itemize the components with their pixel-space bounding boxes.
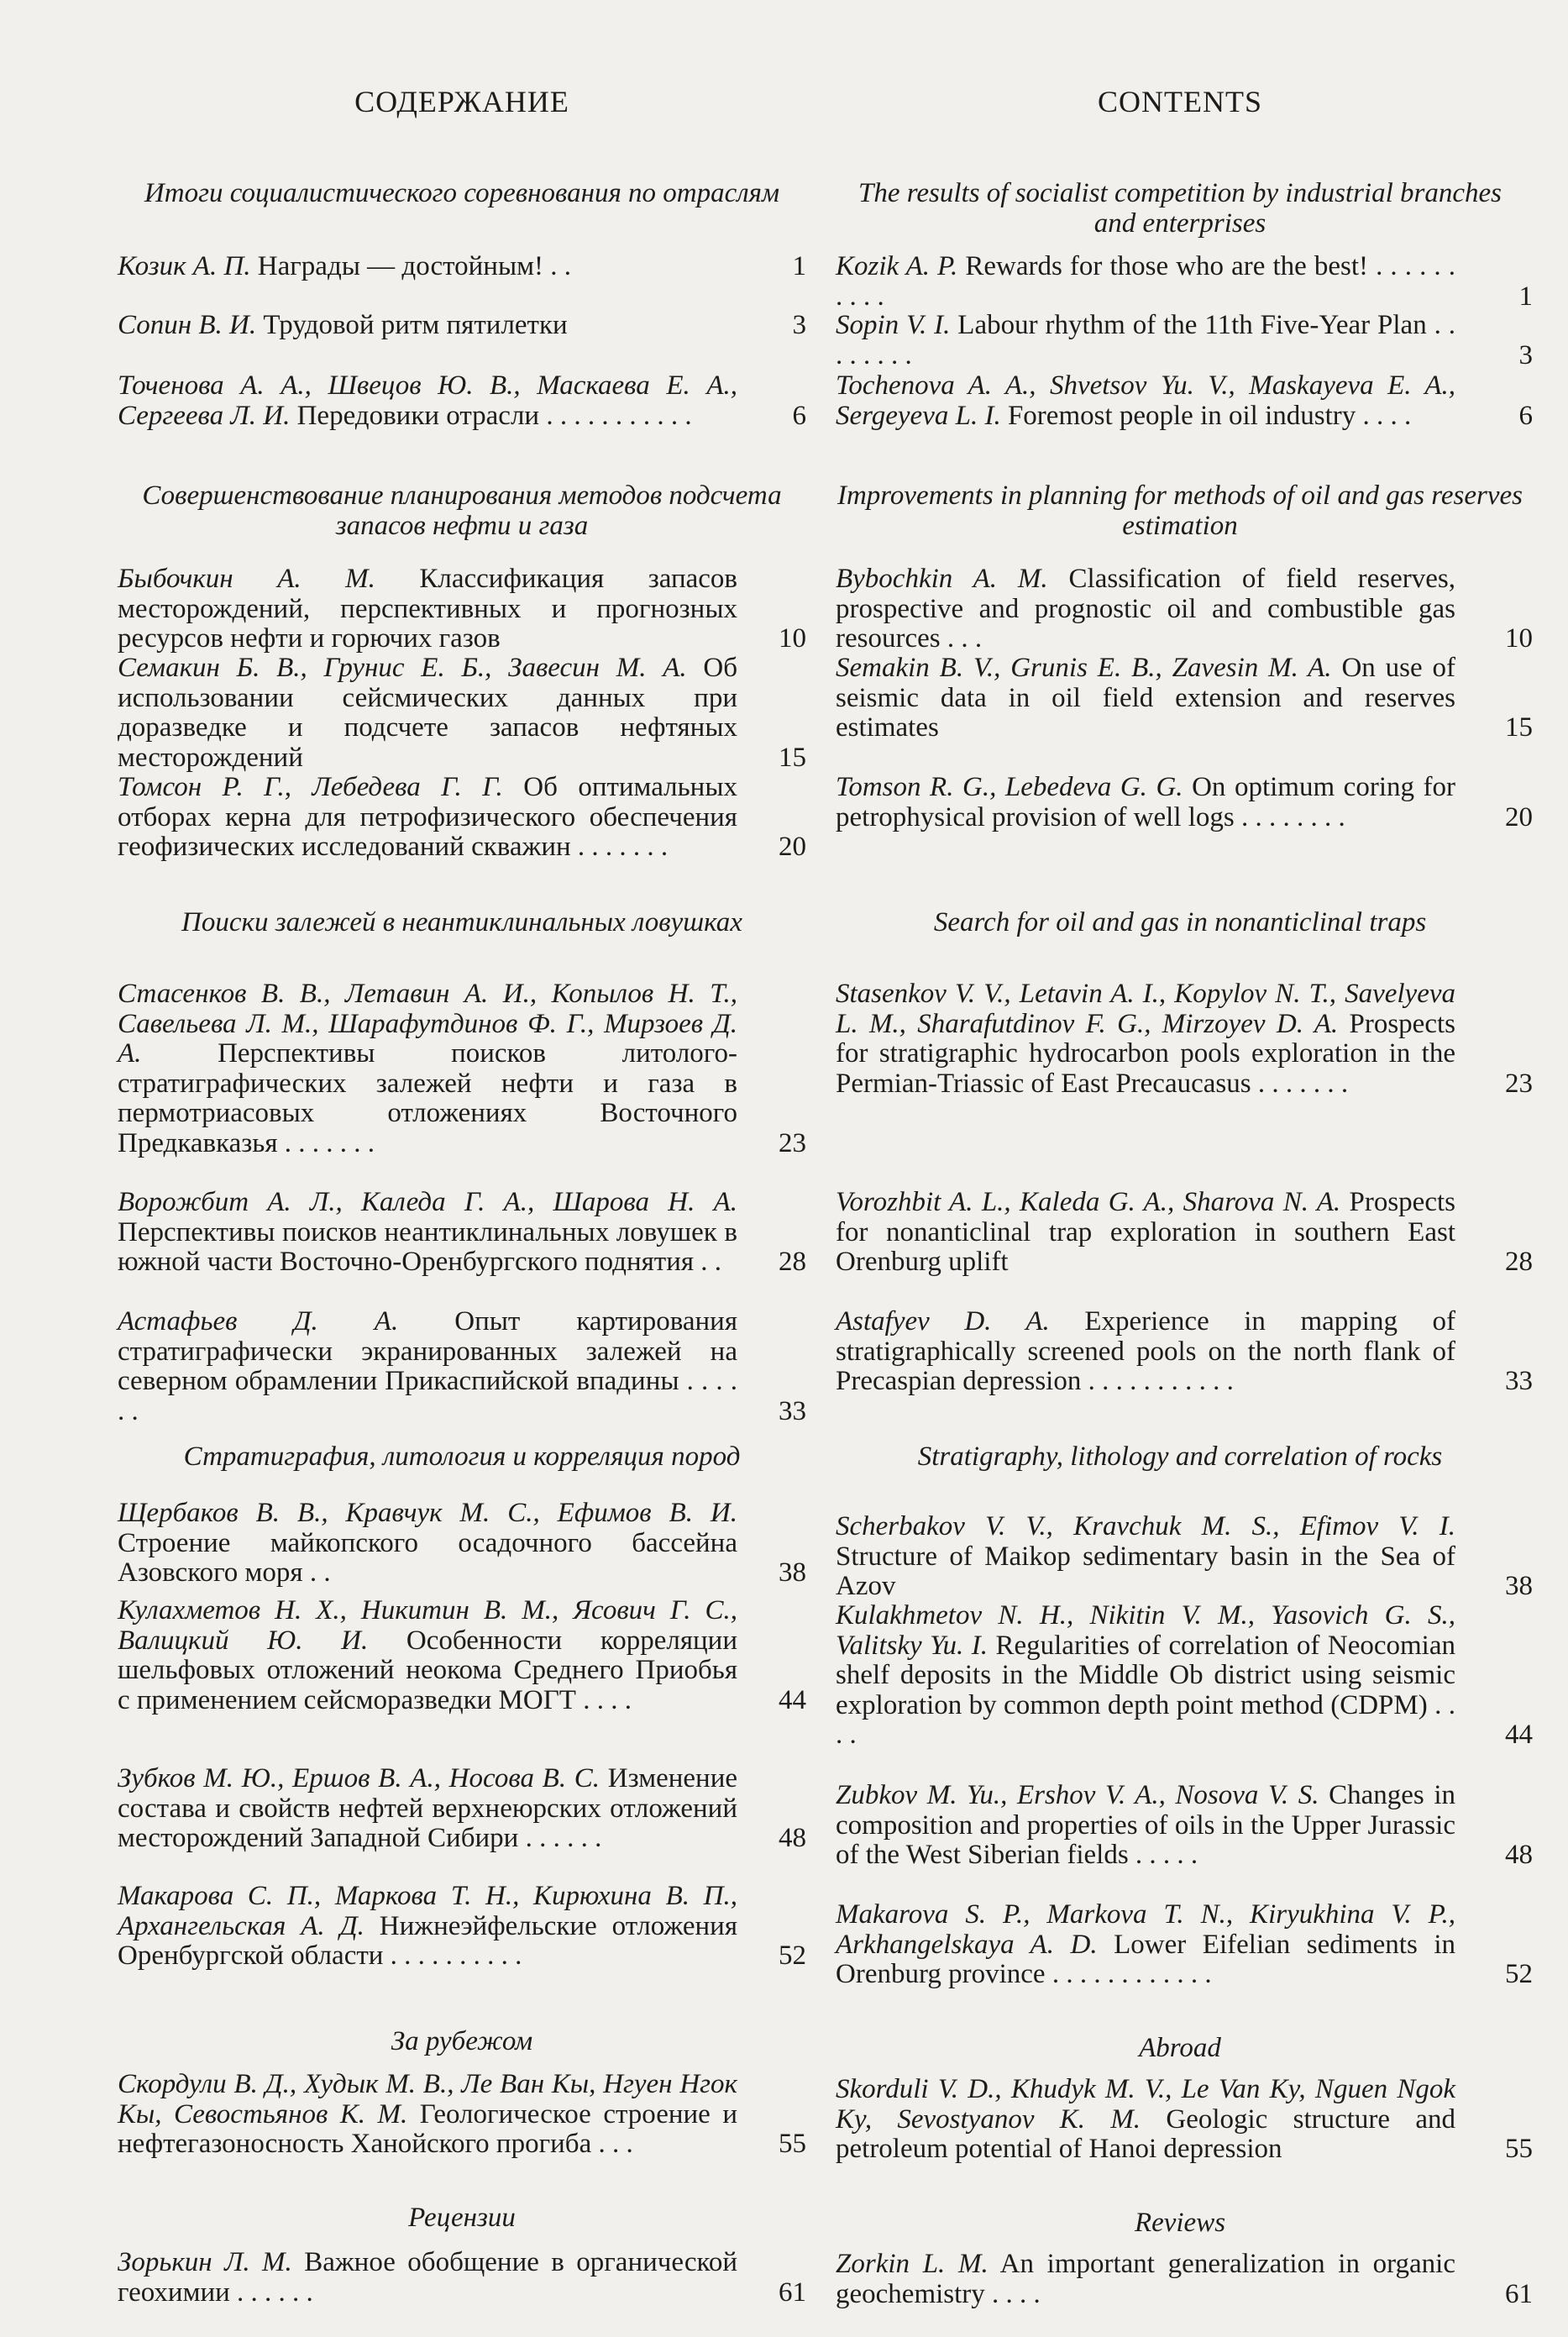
toc-entry — [118, 2248, 806, 2308]
entry-title: On optimum coring for petrophysical provision of well logs . . . . . . . . — [836, 772, 1456, 832]
entry-title: Prospects for stratigraphic hydrocarbon pools exploration in the Permian-Triassic of East Precaucasus . . . . . . . — [836, 1008, 1455, 1099]
entry-authors: Макарова С. П., Маркова Т. Н., Кирюхина В. П., Архангельская А. Д. — [118, 1881, 737, 1941]
entry-page: 48 — [779, 1823, 806, 1853]
toc-entry — [118, 1499, 806, 1589]
toc-entry — [836, 310, 1533, 370]
entry-page: 44 — [1505, 1720, 1533, 1750]
toc-entry — [118, 1596, 806, 1715]
toc-entry — [836, 2074, 1533, 2165]
russian-heading: СОДЕРЖАНИЕ — [354, 85, 569, 118]
toc-entry — [836, 564, 1533, 654]
entry-page: 23 — [779, 1127, 806, 1158]
entry-authors: Kulakhmetov N. H., Nikitin V. M., Yasovich G. S., Valitsky Yu. I. — [836, 1600, 1455, 1661]
entry-title: Structure of Maikop sedimentary basin in the Sea of Azov — [836, 1541, 1455, 1601]
entry-page: 20 — [1505, 801, 1533, 832]
entry-page: 3 — [1518, 339, 1533, 370]
entry-page: 10 — [1505, 623, 1533, 654]
toc-entry — [836, 2249, 1533, 2309]
entry-authors: Zubkov M. Yu., Ershov V. A., Nosova V. S. — [836, 1780, 1319, 1810]
entry-page: 55 — [1505, 2134, 1533, 2164]
entry-authors: Vorozhbit A. L., Kaleda G. A., Sharova N. A. — [836, 1187, 1341, 1217]
toc-entry — [118, 654, 806, 773]
entry-title: Перспективы поисков литолого-стратиграфических залежей нефти и газа в пермотриасовых отложениях Восточного Предкавказья . . . . . . . — [118, 1038, 738, 1158]
entry-page: 15 — [1505, 712, 1533, 743]
entry-authors: Sopin V. I. — [836, 310, 951, 340]
toc-entry — [118, 773, 806, 863]
entry-authors: Makarova S. P., Markova T. N., Kiryukhina V. P., Arkhangelskaya A. D. — [836, 1899, 1455, 1960]
entry-authors: Tomson R. G., Lebedeva G. G. — [836, 772, 1183, 802]
section-title: Итоги социалистического соревнования по отраслям — [144, 178, 780, 208]
toc-entry — [836, 251, 1533, 312]
entry-title: On use of seismic data in oil field extension and reserves estimates — [836, 653, 1455, 743]
entry-authors: Skorduli V. D., Khudyk M. V., Le Van Ky, Nguen Ngok Ky, Sevostyanov K. M. — [836, 2074, 1455, 2135]
section-title: Поиски залежей в неантиклинальных ловушках — [181, 907, 742, 937]
entry-page: 23 — [1505, 1068, 1533, 1099]
section-title: Stratigraphy, lithology and correlation of rocks — [917, 1442, 1443, 1472]
entry-title: Lower Eifelian sediments in Orenburg province . . . . . . . . . . . . — [836, 1929, 1455, 1989]
entry-authors: Scherbakov V. V., Kravchuk M. S., Efimov V. I. — [836, 1511, 1455, 1541]
entry-authors: Zorkin L. M. — [836, 2249, 989, 2279]
toc-entry — [118, 371, 806, 431]
toc-entry — [118, 1764, 806, 1854]
entry-page: 28 — [1505, 1247, 1533, 1277]
entry-page: 44 — [779, 1684, 806, 1715]
entry-title: Classification of field reserves, prospective and prognostic oil and combustible gas resources . . . — [836, 564, 1456, 654]
entry-page: 33 — [1505, 1366, 1533, 1396]
section-title: Reviews — [1134, 2208, 1226, 2238]
entry-title: Строение майкопского осадочного бассейна Азовского моря . . — [118, 1527, 737, 1588]
entry-title: Передовики отрасли . . . . . . . . . . . — [296, 400, 692, 431]
entry-title: Трудовой ритм пятилетки — [263, 310, 568, 340]
section-title: Совершенствование планирования методов подсчета запасов нефти и газа — [142, 481, 782, 541]
entry-authors: Астафьев Д. А. — [118, 1306, 399, 1337]
entry-title: Regularities of correlation of Neocomian shelf deposits in the Middle Ob district using seismic exploration by common depth point method (CDPM) . . . . — [836, 1630, 1455, 1750]
toc-entry — [836, 979, 1533, 1099]
entry-title: An important generalization in organic geochemistry . . . . — [836, 2249, 1455, 2309]
entry-title: Prospects for nonanticlinal trap exploration in southern East Orenburg uplift — [836, 1187, 1455, 1277]
entry-page: 38 — [1505, 1571, 1533, 1601]
entry-authors: Kozik A. P. — [836, 251, 958, 281]
entry-page: 15 — [779, 742, 806, 773]
entry-title: Об оптимальных отборах керна для петрофизического обеспечения геофизических исследований скважин . . . . . . . — [118, 772, 738, 862]
entry-page: 6 — [792, 400, 806, 431]
entry-authors: Ворожбит А. Л., Каледа Г. А., Шарова Н. А. — [118, 1187, 737, 1217]
toc-entry — [836, 1899, 1533, 1990]
entry-authors: Зубков М. Ю., Ершов В. А., Носова В. С. — [118, 1763, 600, 1793]
entry-authors: Семакин Б. В., Грунис Е. Б., Завесин М. А. — [118, 653, 687, 683]
entry-page: 1 — [1518, 281, 1533, 312]
toc-entry — [836, 1306, 1533, 1397]
entry-page: 1 — [792, 251, 806, 281]
entry-title: Foremost people in oil industry . . . . — [1007, 400, 1412, 431]
entry-page: 10 — [779, 623, 806, 654]
entry-page: 61 — [1505, 2278, 1533, 2309]
entry-title: Changes in composition and properties of oils in the Upper Jurassic of the West Siberian fields . . . . . — [836, 1780, 1455, 1870]
entry-authors: Semakin B. V., Grunis E. B., Zavesin M. A. — [836, 653, 1332, 683]
entry-page: 61 — [779, 2277, 806, 2308]
entry-title: Классификация запасов месторождений, перспективных и прогнозных ресурсов нефти и горючих газов — [118, 564, 737, 654]
section-title: Abroad — [1139, 2033, 1221, 2063]
english-heading: CONTENTS — [1098, 85, 1262, 118]
entry-page: 52 — [779, 1940, 806, 1971]
entry-title: Награды — достойным! . . — [257, 251, 572, 281]
entry-authors: Bybochkin A. M. — [836, 564, 1048, 594]
entry-title: Об использовании сейсмических данных при доразведке и подсчете запасов нефтяных месторождений — [118, 653, 737, 773]
entry-title: Изменение состава и свойств нефтей верхнеюрских отложений месторождений Западной Сибири . . . . . . — [118, 1763, 738, 1853]
entry-authors: Скордули В. Д., Худык М. В., Ле Ван Кы, Нгуен Нгок Кы, Севостьянов К. М. — [118, 2069, 737, 2130]
entry-authors: Щербаков В. В., Кравчук М. С., Ефимов В. И. — [118, 1498, 737, 1528]
toc-entry — [118, 2070, 806, 2160]
toc-entry — [118, 1188, 806, 1278]
toc-entry — [836, 370, 1533, 431]
section-title: Search for oil and gas in nonanticlinal traps — [933, 907, 1427, 937]
entry-title: Geologic structure and petroleum potential of Hanoi depression — [836, 2103, 1456, 2164]
section-title: Стратиграфия, литология и корреляция пород — [183, 1442, 741, 1472]
section-title: Improvements in planning for methods of oil and gas reserves estimation — [836, 481, 1523, 541]
entry-page: 38 — [779, 1557, 806, 1588]
toc-entry — [836, 653, 1533, 743]
entry-page: 52 — [1505, 1959, 1533, 1989]
entry-page: 6 — [1518, 400, 1533, 431]
section-title: За рубежом — [391, 2026, 533, 2056]
entry-authors: Томсон Р. Г., Лебедева Г. Г. — [118, 772, 503, 802]
entry-page: 33 — [779, 1395, 806, 1426]
entry-authors: Зорькин Л. М. — [118, 2247, 292, 2277]
entry-title: Перспективы поисков неантиклинальных ловушек в южной части Восточно-Оренбургского поднятия . . — [118, 1216, 737, 1277]
toc-entry — [118, 565, 806, 654]
entry-title: Геологическое строение и нефтегазоносность Ханойского прогиба . . . — [118, 2098, 737, 2159]
entry-authors: Точенова А. А., Швецов Ю. В., Маскаева Е. А., Сергеева Л. И. — [118, 370, 737, 431]
entry-authors: Stasenkov V. V., Letavin A. I., Kopylov N. T., Savelyeva L. M., Sharafutdinov F. G., Mirzoyev D. A. — [836, 979, 1455, 1039]
toc-entry — [836, 1511, 1533, 1602]
toc-entry — [836, 772, 1533, 832]
section-title: Рецензии — [408, 2203, 516, 2233]
entry-authors: Astafyev D. A. — [836, 1306, 1050, 1337]
entry-page: 20 — [779, 832, 806, 862]
entry-page: 28 — [779, 1247, 806, 1277]
toc-entry — [836, 1187, 1533, 1278]
entry-title: Опыт картирования стратиграфически экранированных залежей на северном обрамлении Прикаспийской впадины . . . . . . — [118, 1306, 737, 1426]
entry-authors: Козик А. П. — [118, 251, 251, 281]
entry-title: Rewards for those who are the best! . . . . . . . . . . — [836, 251, 1455, 312]
entry-page: 3 — [792, 310, 806, 340]
toc-entry — [118, 979, 806, 1158]
entry-authors: Стасенков В. В., Летавин А. И., Копылов Н. Т., Савельева Л. М., Шарафутдинов Ф. Г., Мирзоев Д. А. — [118, 979, 737, 1069]
toc-entry — [118, 1307, 806, 1426]
toc-entry — [836, 1780, 1533, 1871]
toc-entry — [836, 1600, 1533, 1751]
entry-page: 55 — [779, 2129, 806, 2159]
entry-title: Experience in mapping of stratigraphically screened pools on the north flank of Precaspian depression . . . . . . . . . . . — [836, 1306, 1455, 1396]
toc-entry — [118, 252, 806, 282]
entry-page: 48 — [1505, 1840, 1533, 1870]
entry-authors: Быбочкин А. М. — [118, 564, 375, 594]
entry-title: Нижнеэйфельские отложения Оренбургской области . . . . . . . . . . — [118, 1910, 738, 1971]
entry-authors: Tochenova A. A., Shvetsov Yu. V., Maskayeva E. A., Sergeyeva L. I. — [836, 370, 1455, 431]
toc-entry — [118, 1882, 806, 1972]
entry-title: Особенности корреляции шельфовых отложений неокома Среднего Приобья с применением сейсморазведки МОГТ . . . . — [118, 1625, 737, 1715]
entry-title: Labour rhythm of the 11th Five-Year Plan . . . . . . . . — [836, 310, 1456, 370]
entry-authors: Сопин В. И. — [118, 310, 257, 340]
entry-authors: Кулахметов Н. Х., Никитин В. М., Ясович Г. С., Валицкий Ю. И. — [118, 1595, 737, 1656]
section-title: The results of socialist competition by industrial branches and enterprises — [858, 178, 1502, 239]
entry-title: Важное обобщение в органической геохимии . . . . . . — [118, 2247, 738, 2308]
toc-entry — [118, 311, 806, 341]
